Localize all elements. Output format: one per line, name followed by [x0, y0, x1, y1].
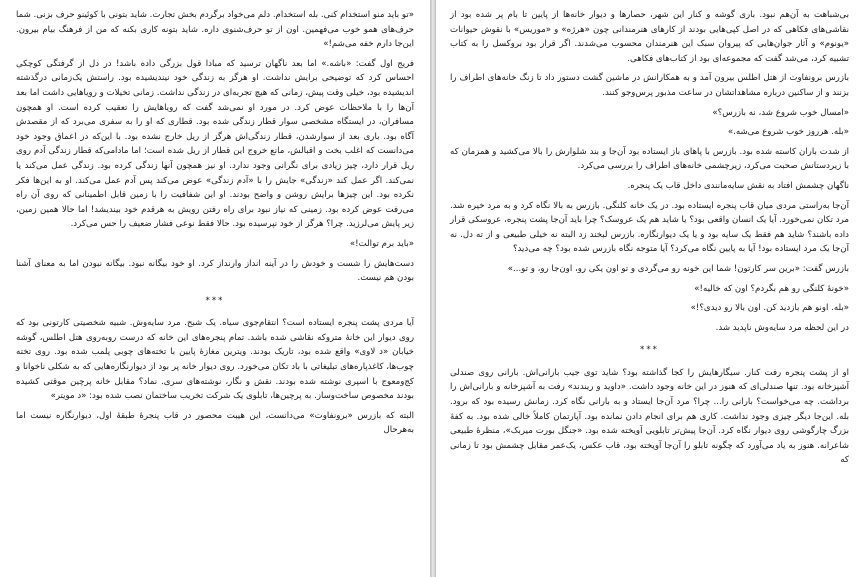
paragraph: فریج اول گفت: «باشه.» اما بعد ناگهان ترسید که مبادا قول بزرگی داده باشد! در دل از گرفتگی کوچکی احساس کرد که توضیحی برایش نداشت. او هرگز به زندگی خود نیندیشیده بود. راستش یک‌زمانی درگذشته اندیشیده بود، خیلی وقت پیش، زمانی که هیچ تجربه‌ای در زندگی نداشت. زمانی تخیلات و رویاهایی داشت اما بعد آن‌ها را با ملاحظات عوض کرد. در مورد او نمی‌شد گفت که رویاهایش را تعقیب کرده است. او همچون مسافران، در ایستگاه مشخصی سوار قطار زندگی شده بود. قطاری که او را به سفری می‌برد که از مقصدش آگاه بود. باری بعد از سوارشدن، قطار زندگی‌اش هرگز از ریل خارج نشده بود. با این‌که در اعماق وجود خود می‌دانست که اغلب بخت و اقبالش، مانع خروج این قطار از ریل شده است؛ اما مادامی‌که قطار زندگی آدم روی ریل قرار دارد، چیز زیادی برای نگرانی وجود ندارد. او نیز همچون آنها زندگی کرده بود. زندگی عمل می‌کند یا نمی‌کند. اگر عمل کند «زندگی» جایش را با «آدم زندگی» عوض می‌کند پس آدم عمل می‌کند. او به این‌ها فکر نکرده بود. این چیزها برایش روشن و واضح بودند. او این شفافیت را با زمین قابل اطمینانی که روی آن راه می‌رفت عوض کرده بود. زمینی که نیاز نبود برای راه رفتن رویش به هرقدم خود بیندیشد! اما حالا همین زمین، زیر پایش می‌لرزید. چرا؟ هرگز از خود نپرسیده بود. حالا فقط نوعی فشار ضعیف را حس می‌کرد.: [16, 58, 414, 230]
left-page-text: [16, 8, 414, 438]
paragraph: در این لحظه مرد سایه‌وش ناپدید شد.: [715, 322, 849, 333]
dialogue-line: «بله. هرروز خوب شروع می‌شه.»: [727, 127, 849, 138]
section-break: ***: [640, 345, 659, 356]
paragraph: «باید برم توالت!»: [349, 238, 414, 249]
paragraph: او از پشت پنجره رفت کنار. سیگارهایش را کجا گذاشته بود؟ شاید توی جیب بارانی‌اش. بارانی روی صندلی آشپزخانه بود. تنها صندلی‌ای که هنوز در این خانه وجود داشت. «داوید و ریندند» رفت به آشپزخانه و بارانی‌اش را برداشت. چه می‌خواست؟ بارانی را... چرا؟ مرد آن‌جا ایستاد و به بارانی نگاه کرد. زمانش رسیده بود که برود. بله. این‌جا دیگر چیزی وجود نداشت. کاری هم برای انجام دادن نمانده بود. آپارتمان کاملاً خالی شده بود. به کفهٔ بزرگ چارگوشی روی دیوار نگاه کرد. آن‌جا پیش‌تر تابلویی آویخته شده بود. «جنگل بورت میربک»، منظرهٔ طبیعی شاعرانه. هنوز به یاد می‌آورد که چگونه تابلو را آن‌جا آویخته بود، قاب عکس، یک‌عمر مقابل چشمش بود تا زمانی که: [450, 367, 849, 466]
paragraph: البته که بازرس «برونفاوت» می‌دانست، این هیبت محصور در قاب پنجرهٔ طبقهٔ اول، دیوارنگاره نیست اما به‌هرحال: [16, 410, 414, 436]
right-page: [436, 0, 865, 577]
paragraph: ناگهان چشمش افتاد به نقش سایه‌مانندی داخل قاب یک پنجره.: [627, 180, 849, 191]
dialogue-line: «امسال خوب شروع شد، نه بازرس؟»: [712, 107, 849, 118]
right-page-text: [450, 8, 849, 468]
dialogue-line: «بله. اونو هم بازدید کن. اون بالا رو دیدی؟!»: [690, 303, 849, 314]
paragraph: از شدت باران کاسته شده بود. بازرس با پاهای باز ایستاده بود آن‌جا و بند شلوارش را بالا می‌کشید و همزمان که با زیردستانش صحبت می‌کرد، زیرچشمی خانه‌های اطراف را بررسی می‌کرد.: [450, 146, 849, 172]
paragraph: بازرس برونفاوت از هتل اطلس بیرون آمد و به همکارانش در ماشین گشت دستور داد تا زنگ خانه‌های اطراف را بزنند و از ساکنین درباره مشاهداتشان در ساعت مذبور پرس‌وجو کنند.: [450, 73, 849, 98]
paragraph: آیا مردی پشت پنجره ایستاده است؟ انتقام‌جوی سیاه. یک شبح. مرد سایه‌وش. شبیه شخصیتی کارتونی بود که روی دیوار این خانهٔ متروکه نقاشی شده باشد. تمام پنجره‌های این خانه که درست روبه‌روی هتل اطلس، گوشه خیابان «د لاوی» واقع شده بود، تاریک بودند. ویترین مغازهٔ پایین با تخته‌های چوبی پلمب شده بود. روی تخته چوب‌ها، کاغذپاره‌های تبلیغاتی با باد تکان می‌خورد. روی دیوار خانه پر بود از دیوارنگاره‌هایی که به شکلی ناخوانا و کج‌ومعوج با اسپری نوشته شده بودند. نقش و نگار، نوشته‌های سری. نماد؟ مقابل خانه پرچین موقتی کشیده بودند مخصوص ساخت‌وساز. به پرچین‌ها، تابلوی یک شرکت تخریب ساختمان نصب شده بود: «د مویتر»: [16, 318, 414, 402]
dialogue-line: «خونهٔ کلنگی رو هم بگردم؟ اون که خالیه!»: [694, 283, 849, 294]
dialogue-line: بازرس گفت: «برین سر کارتون! شما این خونه رو می‌گردی و تو اون یکی رو، اون‌جا رو، و تو...»: [507, 263, 849, 274]
paragraph: بی‌شباهت به آن‌هم نبود. باری گوشه و کنار این شهر، حصارها و دیوار خانه‌ها از پایین تا بام پر شده بود از نقاشی‌های فکاهی که در اصل کپی‌هایی بودند از کارهای هنرمندانی چون «هرژه» و «موریس» با نقوش حیوانات «یونوم» و آثار جوان‌هایی که پیروان سبک این هنرمندان محسوب می‌شدند. اگر قرار بود بروکسل را به کتاب تشبیه کرد، می‌شد گفت که مجموعه‌ای بود از کتاب‌های فکاهی.: [450, 10, 849, 64]
section-break: ***: [205, 295, 225, 306]
paragraph: دست‌هایش را شست و خودش را در آینه انداز وارنداز کرد. او خود بیگانه نبود. بیگانه نبودن اما به معنای آشنا بودن هم نیست.: [16, 258, 414, 284]
paragraph: آن‌جا به‌راستی مردی میان قاب پنجره ایستاده بود. در یک خانه کلنگی. بازرس به بالا نگاه کرد و به مرد خیره شد. مرد تکان نمی‌خورد. آیا یک انسان واقعی بود؟ یا شاید هم یک عروسک؟ چرا باید آن‌جا پشت پنجره، عروسکی قرار داده باشند؟ شاید هم فقط یک سایه بود و یا یک دیوارنگاره. بازرس لبخند زد البته نه خیلی طبیعی و از ته دل. نه آن‌جا یک مرد ایستاده بود! آیا به پایین نگاه می‌کرد؟ آیا متوجه نگاه بازرس شده بود؟ چه می‌دید؟: [450, 200, 849, 255]
paragraph: «تو باید منو استخدام کنی. بله استخدام. دلم می‌خواد برگردم بخش تجارت. شاید بتونی با کوئینو حرف بزنی. شما حرف‌های همو خوب می‌فهمین. اون از تو حرف‌شنوی داره. شاید بتونه کاری بکنه که من از فرهنگ بیام بیرون. این‌جا دارم خفه می‌شم!»: [16, 10, 414, 50]
left-page: [0, 0, 430, 577]
